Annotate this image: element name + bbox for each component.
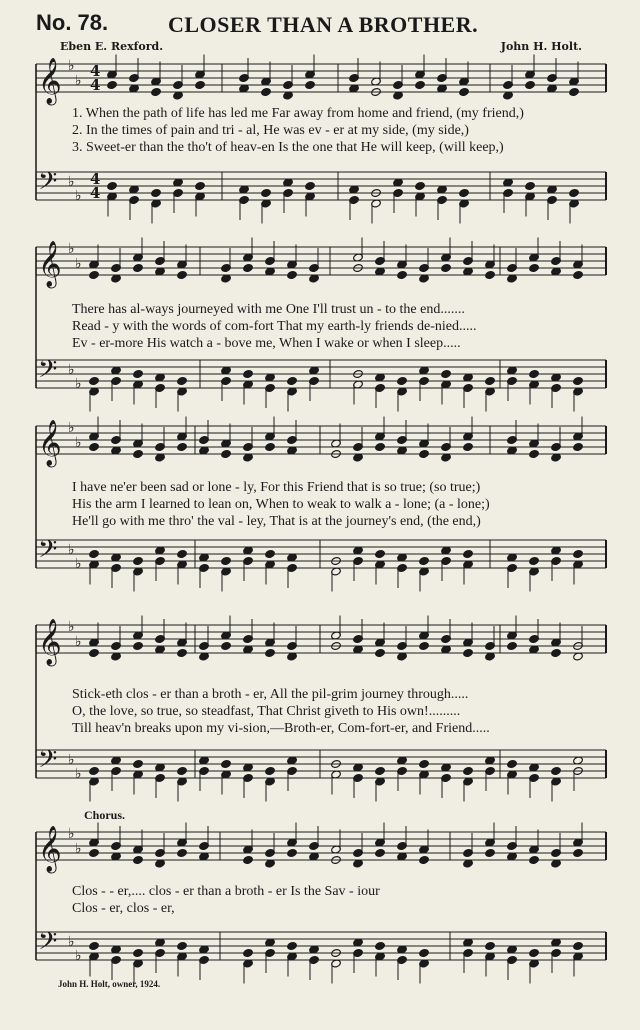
note-head — [485, 941, 496, 950]
note-head — [529, 855, 540, 864]
note-head — [441, 369, 452, 378]
bass-clef: 𝄢 — [38, 745, 58, 780]
note-head — [151, 87, 162, 96]
flat-sign: ♭ — [75, 766, 82, 782]
note-head — [177, 648, 188, 657]
time-signature: 4 — [90, 184, 101, 202]
note-head — [133, 556, 144, 565]
note-head — [375, 549, 386, 558]
chorus-line-2: Clos - er, clos - er, — [72, 901, 175, 916]
verse-1-line-1: 1. When the path of life has led me Far away from home and friend, (my friend,) — [72, 106, 524, 121]
note-head — [573, 270, 584, 279]
note-head — [261, 87, 272, 96]
flat-sign: ♭ — [68, 58, 75, 74]
hymn-number: No. 78. — [36, 10, 109, 35]
note-head — [525, 181, 536, 190]
note-head — [287, 376, 298, 385]
note-head — [107, 181, 118, 190]
note-head — [133, 449, 144, 458]
bass-clef: 𝄢 — [38, 167, 58, 202]
verse-1-line-3: I have ne'er been sad or lone - ly, For this Friend that is so true; (so true;) — [72, 480, 481, 495]
flat-sign: ♭ — [75, 556, 82, 572]
note-head — [133, 855, 144, 864]
verse-3-line-4: Till heav'n breaks upon my vi-sion,—Broth-er, Com-fort-er, and Friend..... — [72, 721, 490, 736]
verse-2-line-3: His the arm I learned to lean on, When to weak to walk a - lone; (a - lone;) — [72, 497, 490, 512]
note-head — [133, 369, 144, 378]
note-head — [265, 766, 276, 775]
note-head — [177, 442, 188, 451]
note-head — [573, 848, 584, 857]
time-signature: 4 — [90, 62, 101, 80]
bass-clef: 𝄢 — [38, 355, 58, 390]
note-head — [529, 948, 540, 957]
note-head — [463, 648, 474, 657]
note-head — [419, 759, 430, 768]
flat-sign: ♭ — [75, 73, 82, 89]
flat-sign: ♭ — [68, 752, 75, 768]
note-head — [89, 766, 100, 775]
note-head — [221, 556, 232, 565]
note-head — [195, 80, 206, 89]
note-head — [265, 549, 276, 558]
chorus-label: Chorus. — [84, 808, 126, 822]
note-head — [569, 87, 580, 96]
note-head — [375, 848, 386, 857]
note-head — [375, 648, 386, 657]
flat-sign: ♭ — [75, 256, 82, 272]
note-head — [177, 549, 188, 558]
flat-sign: ♭ — [75, 188, 82, 204]
note-head — [507, 759, 518, 768]
note-head — [89, 848, 100, 857]
note-head — [261, 188, 272, 197]
treble-clef: 𝄞 — [38, 826, 62, 872]
note-head — [419, 855, 430, 864]
verse-1-line-2: There has al-ways journeyed with me One I'll trust un - to the end....... — [72, 302, 465, 317]
flat-sign: ♭ — [68, 934, 75, 950]
flat-sign: ♭ — [75, 435, 82, 451]
note-head — [177, 270, 188, 279]
verse-2-line-1: 2. In the times of pain and tri - al, He was ev - er at my side, (my side,) — [72, 123, 469, 138]
note-head — [195, 181, 206, 190]
verse-2-line-2: Read - y with the words of com-fort That my earth-ly friends de-nied..... — [72, 319, 477, 334]
note-head — [265, 442, 276, 451]
note-head — [573, 442, 584, 451]
note-head — [133, 263, 144, 272]
note-head — [529, 369, 540, 378]
note-head — [221, 759, 232, 768]
note-head — [397, 376, 408, 385]
note-head — [415, 181, 426, 190]
note-head — [89, 270, 100, 279]
note-head — [287, 848, 298, 857]
flat-sign: ♭ — [68, 826, 75, 842]
note-head — [89, 941, 100, 950]
note-head — [569, 188, 580, 197]
note-head — [265, 648, 276, 657]
treble-clef: 𝄞 — [38, 58, 62, 104]
note-head — [305, 181, 316, 190]
flat-sign: ♭ — [68, 362, 75, 378]
note-head — [463, 766, 474, 775]
note-head — [463, 549, 474, 558]
note-head — [485, 270, 496, 279]
note-head — [177, 376, 188, 385]
note-head — [89, 442, 100, 451]
note-head — [463, 442, 474, 451]
flat-sign: ♭ — [68, 619, 75, 635]
note-head — [529, 449, 540, 458]
note-head — [485, 376, 496, 385]
note-head — [485, 848, 496, 857]
flat-sign: ♭ — [75, 948, 82, 964]
flat-sign: ♭ — [75, 376, 82, 392]
note-head — [459, 87, 470, 96]
note-head — [419, 641, 430, 650]
note-head — [243, 369, 254, 378]
note-head — [375, 442, 386, 451]
treble-clef: 𝄞 — [38, 619, 62, 665]
verse-1-line-4: Stick-eth clos - er than a broth - er, All the pil-grim journey through..... — [72, 687, 469, 702]
note-head — [151, 188, 162, 197]
note-head — [415, 80, 426, 89]
note-head — [177, 766, 188, 775]
note-head — [459, 188, 470, 197]
hymn-title: CLOSER THAN A BROTHER. — [168, 12, 479, 37]
note-head — [133, 641, 144, 650]
verse-3-line-2: Ev - er-more His watch a - bove me, When I wake or when I sleep..... — [72, 336, 461, 351]
note-head — [573, 941, 584, 950]
flat-sign: ♭ — [68, 542, 75, 558]
flat-sign: ♭ — [68, 420, 75, 436]
copyright-notice: John H. Holt, owner, 1924. — [58, 979, 161, 989]
flat-sign: ♭ — [68, 174, 75, 190]
time-signature: 4 — [90, 170, 101, 188]
chorus-line-1: Clos - - er,.... clos - er than a broth - er Is the Sav - iour — [72, 884, 380, 899]
note-head — [551, 648, 562, 657]
note-head — [177, 941, 188, 950]
note-head — [133, 948, 144, 957]
note-head — [419, 948, 430, 957]
note-head — [525, 80, 536, 89]
time-signature: 4 — [90, 76, 101, 94]
note-head — [419, 449, 430, 458]
bass-clef: 𝄢 — [38, 535, 58, 570]
note-head — [551, 766, 562, 775]
note-head — [573, 376, 584, 385]
note-head — [287, 270, 298, 279]
verse-3-line-3: He'll go with me thro' the val - ley, That is at the journey's end, (the end,) — [72, 514, 481, 529]
note-head — [243, 948, 254, 957]
bass-clef: 𝄢 — [38, 927, 58, 962]
note-head — [89, 648, 100, 657]
flat-sign: ♭ — [68, 241, 75, 257]
verse-2-line-4: O, the love, so true, so steadfast, That Christ giveth to His own!......... — [72, 704, 461, 719]
note-head — [305, 80, 316, 89]
treble-clef: 𝄞 — [38, 241, 62, 287]
note-head — [177, 848, 188, 857]
treble-clef: 𝄞 — [38, 420, 62, 466]
note-head — [221, 641, 232, 650]
note-head — [507, 641, 518, 650]
flat-sign: ♭ — [75, 634, 82, 650]
composer-credit: John H. Holt. — [500, 40, 582, 53]
note-head — [243, 855, 254, 864]
verse-3-line-1: 3. Sweet-er than the tho't of heav-en Is the one that He will keep, (will keep,) — [72, 140, 504, 155]
note-head — [375, 941, 386, 950]
note-head — [287, 941, 298, 950]
note-head — [89, 549, 100, 558]
note-head — [397, 270, 408, 279]
note-head — [529, 556, 540, 565]
note-head — [375, 766, 386, 775]
note-head — [529, 263, 540, 272]
note-head — [419, 556, 430, 565]
note-head — [221, 449, 232, 458]
note-head — [133, 759, 144, 768]
note-head — [573, 549, 584, 558]
lyricist-credit: Eben E. Rexford. — [60, 40, 164, 53]
flat-sign: ♭ — [75, 841, 82, 857]
note-head — [441, 263, 452, 272]
note-head — [89, 376, 100, 385]
note-head — [243, 263, 254, 272]
note-head — [107, 80, 118, 89]
